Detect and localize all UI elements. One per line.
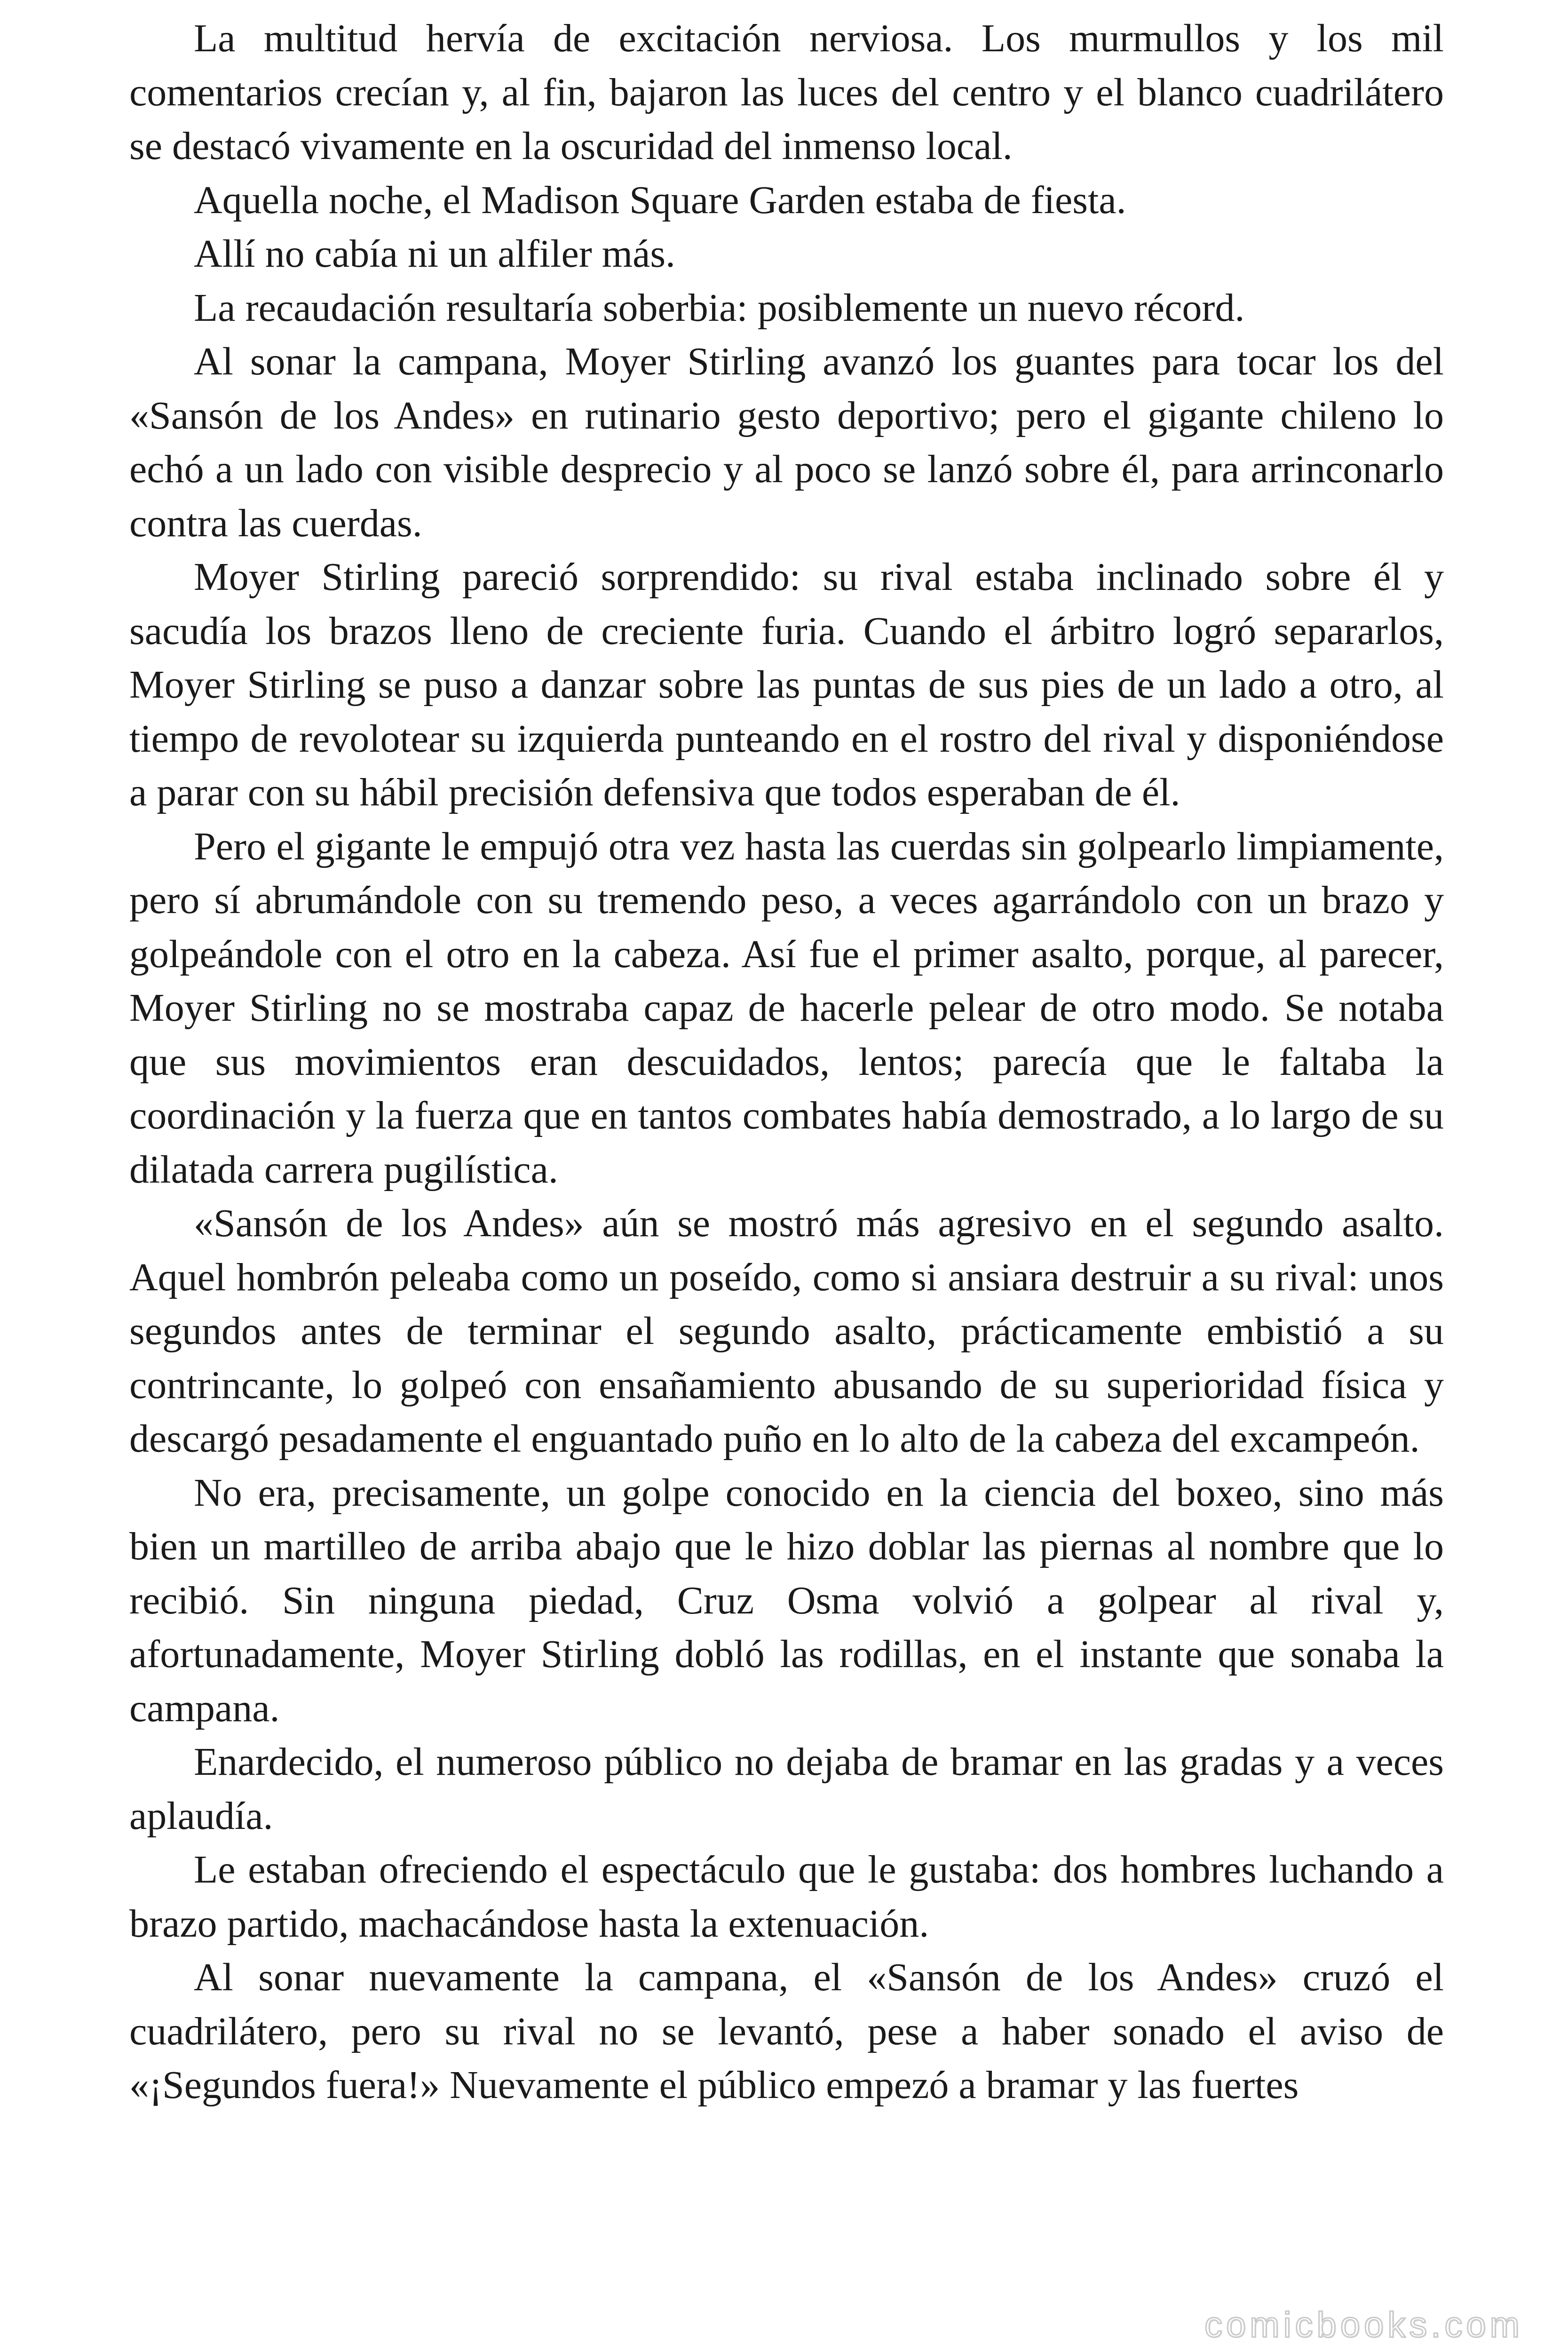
paragraph: Moyer Stirling pareció sorprendido: su rival estaba inclinado sobre él y sacudía los brazos lleno de creciente furia. Cuando el árbitro logró separarlos, Moyer Stirling se puso a danzar sobre las puntas de sus pies de un lado a otro, al tiempo de revolotear su izquierda punteando en el rostro del rival y disponiéndose a parar con su hábil precisión defensiva que todos esperaban de él. — [129, 555, 1444, 814]
paragraph: No era, precisamente, un golpe conocido en la ciencia del boxeo, sino más bien un martilleo de arriba abajo que le hizo doblar las piernas al nombre que lo recibió. Sin ninguna piedad, Cruz Osma volvió a golpear al rival y, afortunadamente, Moyer Stirling dobló las rodillas, en el instante que sonaba la campana. — [129, 1470, 1444, 1730]
paragraph: Aquella noche, el Madison Square Garden estaba de fiesta. — [194, 178, 1126, 222]
paragraph: Al sonar la campana, Moyer Stirling avanzó los guantes para tocar los del «Sansón de los Andes» en rutinario gesto deportivo; pero el gigante chileno lo echó a un lado con visible desprecio y al poco se lanzó sobre él, para arrinconarlo contra las cuerdas. — [129, 340, 1444, 545]
paragraph: Allí no cabía ni un alfiler más. — [194, 232, 676, 276]
paragraph: Le estaban ofreciendo el espectáculo que le gustaba: dos hombres luchando a brazo partido, machacándose hasta la extenuación. — [129, 1848, 1444, 1946]
paragraph: La multitud hervía de excitación nerviosa. Los murmullos y los mil comentarios crecían y, al fin, bajaron las luces del centro y el blanco cuadrilátero se destacó vivamente en la oscuridad del inmenso local. — [129, 16, 1444, 168]
paragraph: Pero el gigante le empujó otra vez hasta las cuerdas sin golpearlo limpiamente, pero sí abrumándole con su tremendo peso, a veces agarrándolo con un brazo y golpeándole con el otro en la cabeza. Así fue el primer asalto, porque, al parecer, Moyer Stirling no se mostraba capaz de hacerle pelear de otro modo. Se notaba que sus movimientos eran descuidados, lentos; parecía que le faltaba la coordinación y la fuerza que en tantos combates había demostrado, a lo largo de su dilatada carrera pugilística. — [129, 824, 1444, 1192]
body-text — [129, 12, 1444, 2113]
paragraph: «Sansón de los Andes» aún se mostró más agresivo en el segundo asalto. Aquel hombrón peleaba como un poseído, como si ansiara destruir a su rival: unos segundos antes de terminar el segundo asalto, prácticamente embistió a su contrincante, lo golpeó con ensañamiento abusando de su superioridad física y descargó pesadamente el enguantado puño en lo alto de la cabeza del excampeón. — [129, 1201, 1444, 1461]
watermark: comicbooks.com — [1204, 2305, 1523, 2345]
paragraph: Al sonar nuevamente la campana, el «Sansón de los Andes» cruzó el cuadrilátero, pero su rival no se levantó, pese a haber sonado el aviso de «¡Segundos fuera!» Nuevamente el público empezó a bramar y las fuertes — [129, 1955, 1444, 2107]
paragraph: La recaudación resultaría soberbia: posiblemente un nuevo récord. — [194, 286, 1245, 330]
paragraph: Enardecido, el numeroso público no dejaba de bramar en las gradas y a veces aplaudía. — [129, 1740, 1444, 1838]
